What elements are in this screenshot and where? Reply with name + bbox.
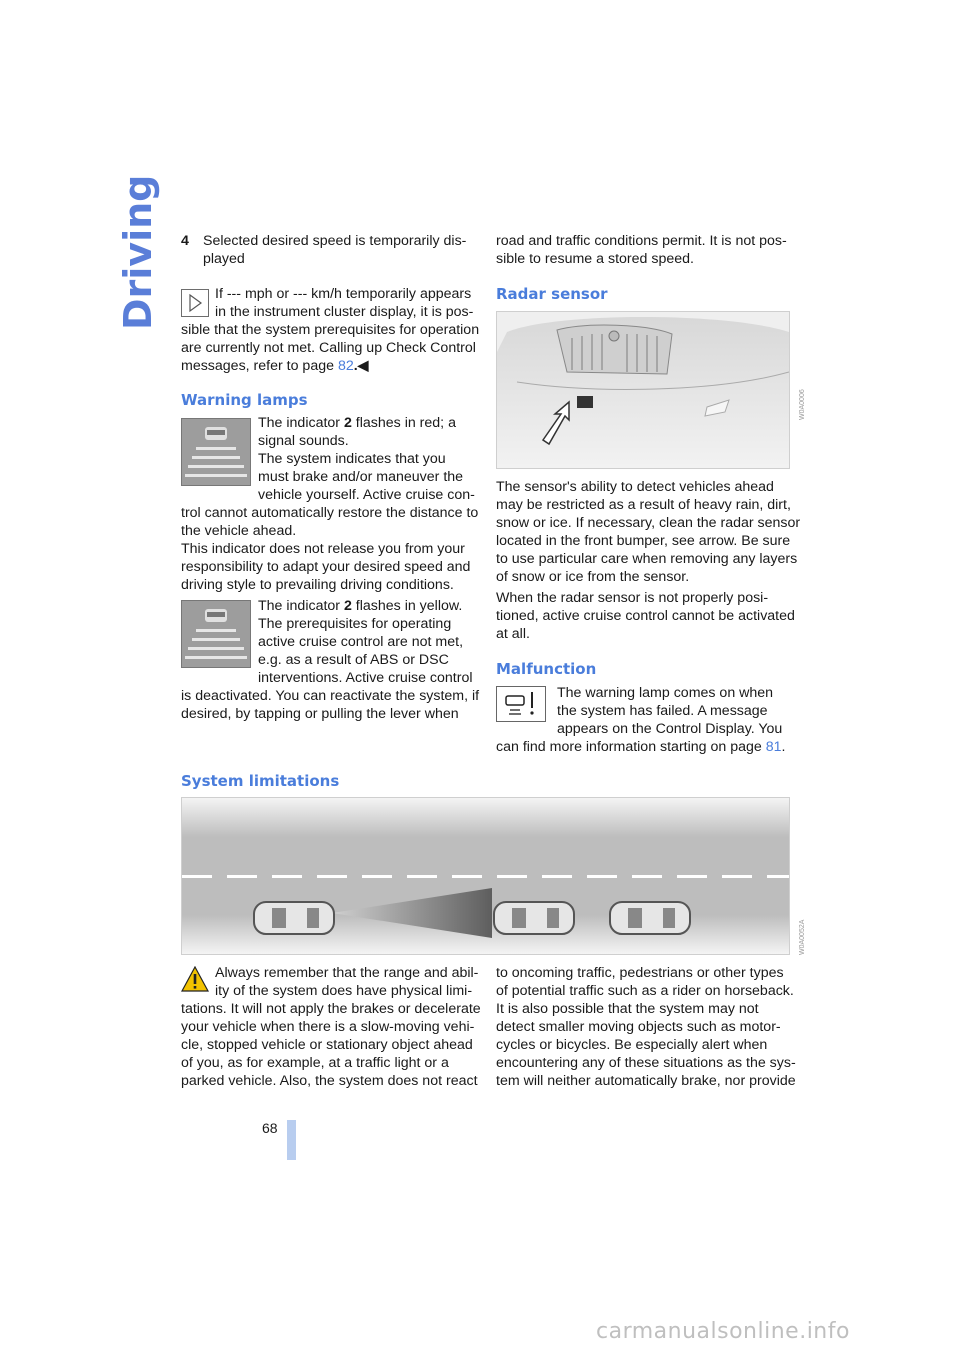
- malfunction-text: can find more information starting on page 81.: [496, 739, 786, 755]
- radar-sensor-heading: Radar sensor: [496, 285, 608, 303]
- system-limitations-image: [181, 797, 790, 955]
- limitations-image-code: W0A0052A: [799, 919, 806, 955]
- footer-watermark: carmanualsonline.info: [596, 1319, 850, 1344]
- item-number: 4: [181, 233, 189, 249]
- note-line: sible that the system prerequisites for operation: [181, 322, 480, 338]
- radar-paragraph-line: of snow or ice from the sensor.: [496, 569, 690, 585]
- radar-paragraph-line: located in the front bumper, see arrow. Be sure: [496, 533, 791, 549]
- item-text-1: Selected desired speed is temporarily dis-: [203, 233, 467, 249]
- note-icon: [181, 289, 209, 317]
- limitations-text: Always remember that the range and abil-: [215, 965, 479, 981]
- radar-paragraph-line: to use particular care when removing any layers: [496, 551, 798, 567]
- page-bar: [287, 1120, 296, 1160]
- system-limitations-heading: System limitations: [181, 772, 340, 790]
- warning-lamps-heading: Warning lamps: [181, 391, 308, 409]
- limitations-text: parked vehicle. Also, the system does not react: [181, 1073, 478, 1089]
- malfunction-heading: Malfunction: [496, 660, 597, 678]
- page-number: 68: [262, 1120, 278, 1136]
- limitations-text: tations. It will not apply the brakes or decelerate: [181, 1001, 481, 1017]
- red-text: vehicle yourself. Active cruise con-: [258, 487, 475, 503]
- limitations-text: to oncoming traffic, pedestrians or other types: [496, 965, 784, 981]
- continued-text: road and traffic conditions permit. It is not pos-: [496, 233, 787, 249]
- yellow-text: The indicator 2 flashes in yellow.: [258, 598, 463, 614]
- malfunction-text: The warning lamp comes on when: [557, 685, 774, 701]
- yellow-text: active cruise control are not met,: [258, 634, 464, 650]
- page-link-81[interactable]: 81: [765, 739, 782, 755]
- yellow-text: is deactivated. You can reactivate the system, if: [181, 688, 480, 704]
- item-4: [181, 232, 471, 267]
- red-text: The system indicates that you: [258, 451, 446, 467]
- malfunction-warning-icon: [496, 686, 546, 722]
- yellow-text: The prerequisites for operating: [258, 616, 452, 632]
- note-line: If --- mph or --- km/h temporarily appears: [215, 286, 472, 302]
- red-text: The indicator 2 flashes in red; a: [258, 415, 456, 431]
- caution-warning-icon: [181, 966, 209, 992]
- note-line: are currently not met. Calling up Check Control: [181, 340, 476, 356]
- red-text: driving style to prevailing driving conditions.: [181, 577, 454, 593]
- red-text: must brake and/or maneuver the: [258, 469, 464, 485]
- red-indicator-image: [181, 418, 251, 486]
- page-link-82[interactable]: 82: [337, 358, 354, 374]
- yellow-indicator-image: [181, 600, 251, 668]
- radar-paragraph-line: tioned, active cruise control cannot be activated: [496, 608, 795, 624]
- radar-paragraph-line: snow or ice. If necessary, clean the radar sensor: [496, 515, 801, 531]
- radar-paragraph-line: The sensor's ability to detect vehicles ahead: [496, 479, 774, 495]
- limitations-text: cycles or bicycles. Be especially alert when: [496, 1037, 768, 1053]
- red-text: This indicator does not release you from your: [181, 541, 465, 557]
- red-text: responsibility to adapt your desired speed and: [181, 559, 471, 575]
- malfunction-text: the system has failed. A message: [557, 703, 768, 719]
- red-text: trol cannot automatically restore the distance to: [181, 505, 479, 521]
- limitations-text: detect smaller moving objects such as motor-: [496, 1019, 781, 1035]
- limitations-text: encountering any of these situations as the sys-: [496, 1055, 796, 1071]
- radar-sensor-image: [496, 311, 790, 469]
- note-line: in the instrument cluster display, it is pos-: [215, 304, 474, 320]
- yellow-text: e.g. as a result of ABS or DSC: [258, 652, 449, 668]
- limitations-text: cle, stopped vehicle or stationary object ahead: [181, 1037, 473, 1053]
- limitations-text: It is also possible that the system may not: [496, 1001, 759, 1017]
- yellow-text: interventions. Active cruise control: [258, 670, 473, 686]
- radar-paragraph-line: may be restricted as a result of heavy rain, dirt,: [496, 497, 791, 513]
- limitations-text: tem will neither automatically brake, nor provide: [496, 1073, 796, 1089]
- yellow-text: desired, by tapping or pulling the lever when: [181, 706, 459, 722]
- radar-paragraph-line: When the radar sensor is not properly posi-: [496, 590, 769, 606]
- note-line: messages, refer to page 82.◀: [181, 358, 369, 374]
- chapter-title: Driving: [116, 174, 160, 330]
- limitations-text: of you, as for example, at a traffic light or a: [181, 1055, 449, 1071]
- item-text-2: played: [203, 251, 245, 267]
- limitations-text: ity of the system does have physical limi-: [215, 983, 473, 999]
- red-text: signal sounds.: [258, 433, 349, 449]
- limitations-text: of potential traffic such as a rider on horseback.: [496, 983, 794, 999]
- limitations-text: your vehicle when there is a slow-moving vehi-: [181, 1019, 475, 1035]
- radar-paragraph-line: at all.: [496, 626, 530, 642]
- red-text: the vehicle ahead.: [181, 523, 297, 539]
- radar-image-code: W0A0006: [799, 389, 806, 420]
- malfunction-text: appears on the Control Display. You: [557, 721, 783, 737]
- continued-text: sible to resume a stored speed.: [496, 251, 694, 267]
